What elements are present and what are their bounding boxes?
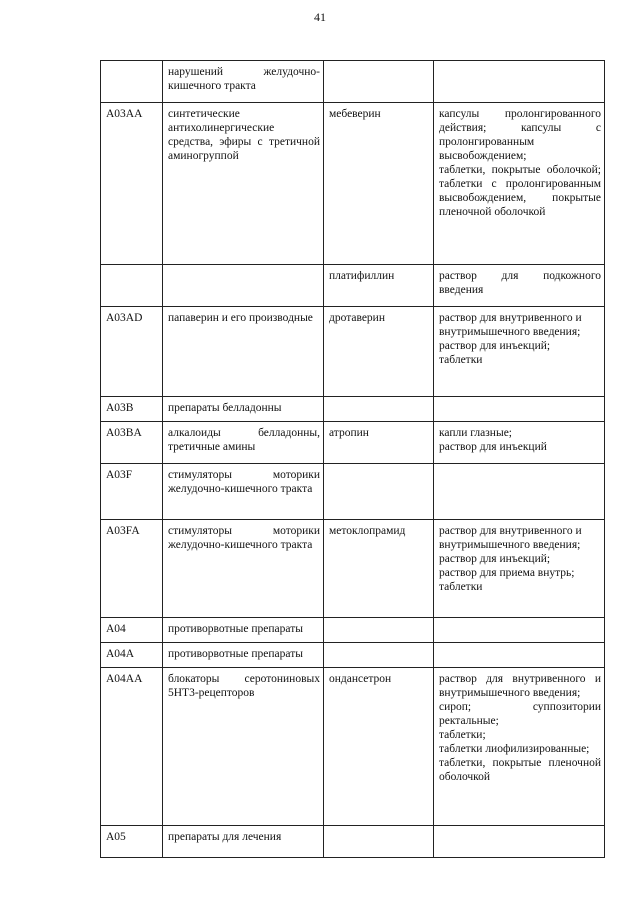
- table-row: [101, 826, 605, 858]
- drug-name-cell: [324, 618, 434, 643]
- dosage-form-cell: [434, 464, 605, 520]
- page-number: 41: [314, 10, 326, 24]
- drug-name-cell: [324, 61, 434, 103]
- dosage-form-cell: раствор для внутривенного и внутримышечного введения; раствор для инъекций; таблетки: [434, 307, 605, 397]
- drug-name-cell: атропин: [324, 422, 434, 464]
- drug-name-cell: [324, 643, 434, 668]
- group-name-cell: противорвотные препараты: [163, 643, 324, 668]
- table-row: [101, 265, 605, 307]
- medication-table: [100, 60, 605, 858]
- atc-code-cell: [101, 265, 163, 307]
- drug-name-cell: мебеверин: [324, 103, 434, 265]
- drug-name-cell: метоклопрамид: [324, 520, 434, 618]
- group-name-cell: алкалоиды белладонны, третичные амины: [163, 422, 324, 464]
- table-row: [101, 643, 605, 668]
- dosage-form-cell: [434, 397, 605, 422]
- atc-code-cell: A03BA: [101, 422, 163, 464]
- table-row: [101, 668, 605, 826]
- atc-code-cell: A05: [101, 826, 163, 858]
- group-name-cell: синтетические антихолинергические средства, эфиры с третичной аминогруппой: [163, 103, 324, 265]
- table-row: [101, 103, 605, 265]
- dosage-form-cell: [434, 618, 605, 643]
- atc-code-cell: A04: [101, 618, 163, 643]
- drug-name-cell: ондансетрон: [324, 668, 434, 826]
- drug-name-cell: [324, 464, 434, 520]
- atc-code-cell: A03B: [101, 397, 163, 422]
- atc-code-cell: A03F: [101, 464, 163, 520]
- table-row: [101, 618, 605, 643]
- group-name-cell: препараты для лечения: [163, 826, 324, 858]
- dosage-form-cell: [434, 643, 605, 668]
- atc-code-cell: A03AA: [101, 103, 163, 265]
- atc-code-cell: A03AD: [101, 307, 163, 397]
- group-name-cell: блокаторы серотониновых 5HT3-рецепторов: [163, 668, 324, 826]
- group-name-cell: стимуляторы моторики желудочно-кишечного тракта: [163, 464, 324, 520]
- drug-name-cell: [324, 826, 434, 858]
- group-name-cell: препараты белладонны: [163, 397, 324, 422]
- group-name-cell: стимуляторы моторики желудочно-кишечного тракта: [163, 520, 324, 618]
- table-row: [101, 397, 605, 422]
- drug-name-cell: [324, 397, 434, 422]
- table-row: [101, 464, 605, 520]
- dosage-form-cell: капсулы пролонгированного действия; капсулы с пролонгированным высвобождением; таблетки, покрытые оболочкой; таблетки с пролонгированным высвобождением, покрытые пленочной оболочкой: [434, 103, 605, 265]
- drug-name-cell: дротаверин: [324, 307, 434, 397]
- group-name-cell: папаверин и его производные: [163, 307, 324, 397]
- group-name-cell: нарушений желудочно-кишечного тракта: [163, 61, 324, 103]
- dosage-form-cell: капли глазные; раствор для инъекций: [434, 422, 605, 464]
- group-name-cell: [163, 265, 324, 307]
- atc-code-cell: A03FA: [101, 520, 163, 618]
- dosage-form-cell: [434, 61, 605, 103]
- atc-code-cell: [101, 61, 163, 103]
- table-row: [101, 61, 605, 103]
- group-name-cell: противорвотные препараты: [163, 618, 324, 643]
- table-row: [101, 520, 605, 618]
- table-row: [101, 307, 605, 397]
- atc-code-cell: A04A: [101, 643, 163, 668]
- dosage-form-cell: раствор для внутривенного и внутримышечного введения; раствор для инъекций; раствор для приема внутрь; таблетки: [434, 520, 605, 618]
- dosage-form-cell: раствор для подкожного введения: [434, 265, 605, 307]
- atc-code-cell: A04AA: [101, 668, 163, 826]
- table-row: [101, 422, 605, 464]
- dosage-form-cell: [434, 826, 605, 858]
- dosage-form-cell: раствор для внутривенного и внутримышечного введения; сироп; суппозитории ректальные; таблетки; таблетки лиофилизированные; таблетки, покрытые пленочной оболочкой: [434, 668, 605, 826]
- drug-name-cell: платифиллин: [324, 265, 434, 307]
